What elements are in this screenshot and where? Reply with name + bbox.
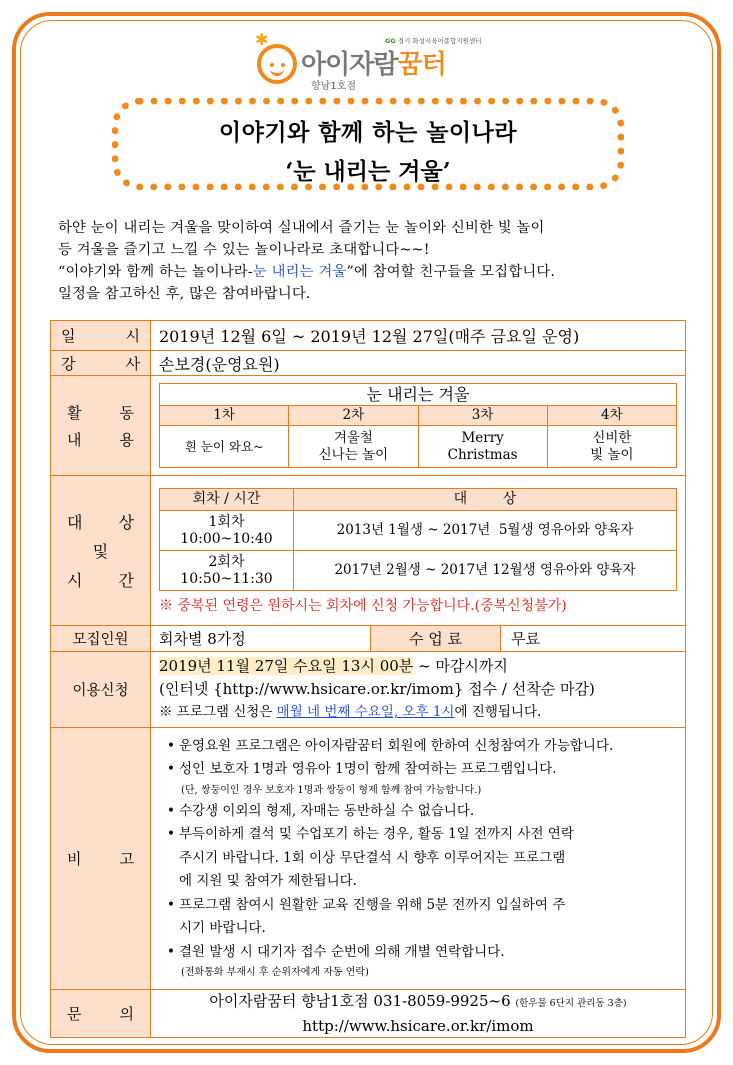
contact-cell (151, 990, 686, 1038)
apply-date: 2019년 11월 27일 수요일 13시 00분 (159, 657, 414, 675)
remark-item: • 프로그램 참여시 원활한 교육 진행을 위해 5분 전까지 입실하여 주 (167, 894, 681, 918)
activity-row (51, 376, 686, 476)
info-table (50, 320, 686, 1038)
remarks-list: • 운영요원 프로그램은 아이자람꿈터 회원에 한하여 신청참여가 가능합니다. • 성인 보호자 1명과 영유아 1명이 함께 참여하는 프로그램입니다. (단, 쌍둥이인 경우 보호자 1명과 쌍둥이 형제 함께 참여 가능합니다.) • 수강생 이외의 형제, 자매는 동반하실 수 없습니다. • 부득이하게 결석 및 수업포기 하는 경우, 활동 1일 전까지 사전 연락 주시기 바랍니다. 1회 이상 무단결석 시 향후 이루어지는 프로그램 에 지원 및 참여가 제한됩니다. • 프로그램 참여시 원활한 교육 진행을 위해 5분 전까지 입실하여 주 시기 바랍니다. • 결원 발생 시 대기자 접수 순번에 의해 개별 연락합니다. (전화통화 부재시 후 순위자에게 자동 연락) (155, 735, 681, 983)
remark-subnote: (단, 쌍둥이인 경우 보호자 1명과 쌍둥이 형제 함께 참여 가능합니다.) (181, 784, 482, 796)
apply-url: (인터넷 {http://www.hsicare.or.kr/imom} 접수 / 선착순 마감) (159, 680, 595, 698)
target-1: 2013년 1월생 ~ 2017년 5월생 영유아와 양육자 (294, 511, 677, 551)
round-1: 1차 (160, 406, 289, 426)
target-note: ※ 중복된 연령은 원하시는 회차에 신청 가능합니다.(중복신청불가) (159, 598, 567, 614)
fee-label: 수 업 료 (371, 626, 501, 652)
star-icon: ✱ (255, 30, 269, 49)
remark-item: • 운영요원 프로그램은 아이자람꿈터 회원에 한하여 신청참여가 가능합니다. (167, 735, 681, 759)
remarks-cell (151, 728, 686, 990)
fee-value: 무료 (501, 626, 686, 652)
target-row (51, 476, 686, 626)
intro-text: 하얀 눈이 내리는 겨울을 맞이하여 실내에서 즐기는 눈 놀이와 신비한 빛 놀이 등 겨울을 즐기고 느낄 수 있는 놀이나라로 초대합니다~~! “이야기와 함께 하는 놀이나라-눈 내리는 겨울”에 참여할 친구들을 모집합니다. 일정을 참고하신 후, 많은 참여바랍니다. (58, 220, 556, 302)
contact-row (51, 990, 686, 1038)
remark-subnote: (전화통화 부재시 후 순위자에게 자동 연락) (181, 967, 369, 979)
target-col-target: 대 상 (294, 489, 677, 511)
recruit-label: 모집인원 (51, 626, 151, 652)
content-4: 신비한 빛 놀이 (547, 426, 676, 468)
remark-item: • 수강생 이외의 형제, 자매는 동반하실 수 없습니다. (167, 800, 681, 824)
session-2: 2회차 10:50~11:30 (160, 551, 294, 591)
target-2: 2017년 2월생 ~ 2017년 12월생 영유아와 양육자 (294, 551, 677, 591)
recruit-row (51, 626, 686, 652)
content-2: 겨울철 신나는 놀이 (289, 426, 418, 468)
target-col-session: 회차 / 시간 (160, 489, 294, 511)
logo-org: GG 경기 화성시육아종합지원센터 (385, 37, 482, 45)
title-line-1: 이야기와 함께 하는 놀이나라 (218, 119, 518, 146)
activity-table (159, 383, 677, 468)
contact-address: (한우물 6단지 관리동 3층) (515, 998, 627, 1009)
contact-phone: 아이자람꿈터 향남1호점 031-8059-9925~6 (209, 992, 511, 1010)
remark-item: • 부득이하게 결석 및 수업포기 하는 경우, 활동 1일 전까지 사전 연락 (167, 823, 681, 847)
instructor-value: 손보경(운영요원) (151, 351, 686, 376)
instructor-row (51, 351, 686, 376)
logo (255, 30, 495, 92)
logo-branch: 향남1호점 (311, 81, 357, 92)
round-4: 4차 (547, 406, 676, 426)
apply-label: 이용신청 (51, 652, 151, 728)
target-label: 대 상 및 시 간 (51, 476, 151, 626)
remark-item: • 결원 발생 시 대기자 접수 순번에 의해 개별 연락합니다. (167, 941, 681, 965)
remark-item: • 성인 보호자 1명과 영유아 1명이 함께 참여하는 프로그램입니다. (167, 758, 681, 782)
remarks-row (51, 728, 686, 990)
remarks-label: 비 고 (51, 728, 151, 990)
contact-label: 문 의 (51, 990, 151, 1038)
apply-cell: 2019년 11월 27일 수요일 13시 00분 ~ 마감시까지 (인터넷 {http://www.hsicare.or.kr/imom} 접수 / 선착순 마감) ※ 프로그램 신청은 매월 네 번째 수요일, 오후 1시에 진행됩니다. (151, 652, 686, 728)
target-table (159, 488, 677, 591)
content-3: Merry Christmas (418, 426, 547, 468)
apply-note: ※ 프로그램 신청은 매월 네 번째 수요일, 오후 1시에 진행됩니다. (159, 704, 542, 720)
title-line-2: ‘눈 내리는 겨울’ (285, 158, 451, 185)
contact-url[interactable]: http://www.hsicare.or.kr/imom (302, 1017, 534, 1035)
content-1: 흰 눈이 와요~ (160, 426, 289, 468)
schedule-value: 2019년 12월 6일 ~ 2019년 12월 27일(매주 금요일 운영) (151, 321, 686, 351)
logo-wordmark: 아이자람꿈터 (301, 50, 446, 80)
target-cell (151, 476, 686, 626)
title-box (112, 98, 624, 190)
activity-cell (151, 376, 686, 476)
session-1: 1회차 10:00~10:40 (160, 511, 294, 551)
schedule-label: 일 시 (51, 321, 151, 351)
activity-header: 눈 내리는 겨울 (160, 384, 677, 406)
instructor-label: 강 사 (51, 351, 151, 376)
apply-row (51, 652, 686, 728)
smiley-face-icon (257, 44, 297, 84)
activity-label: 활 동 내 용 (51, 376, 151, 476)
recruit-value: 회차별 8가정 (151, 626, 371, 652)
schedule-row (51, 321, 686, 351)
round-3: 3차 (418, 406, 547, 426)
round-2: 2차 (289, 406, 418, 426)
